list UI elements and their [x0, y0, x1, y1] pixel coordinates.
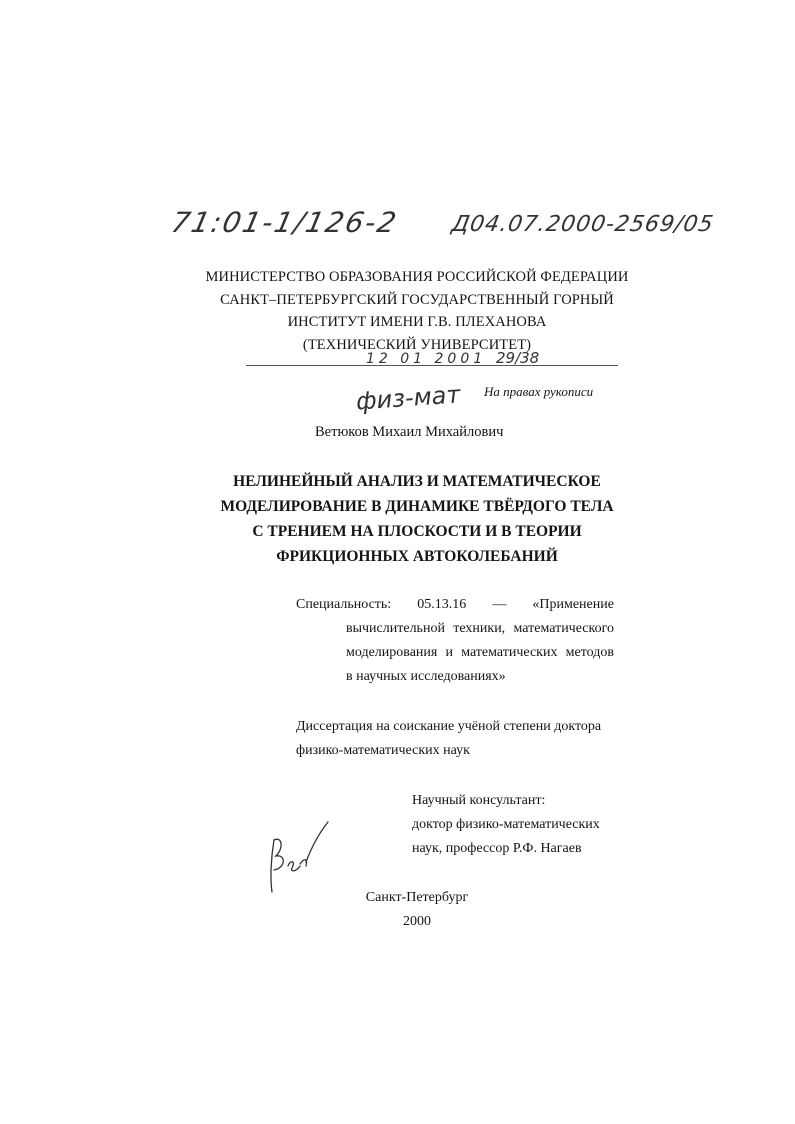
- title-line-1: НЕЛИНЕЙНЫЙ АНАЛИЗ И МАТЕМАТИЧЕСКОЕ: [233, 473, 601, 490]
- catalog-number-stamp: 71:01-1/126-2: [168, 206, 401, 239]
- degree-line-1: Диссертация на соискание учёной степени доктора: [296, 719, 602, 734]
- scientific-consultant: [412, 789, 614, 861]
- publication-year: 2000: [403, 914, 431, 929]
- title-line-4: ФРИКЦИОННЫХ АВТОКОЛЕБАНИЙ: [276, 548, 558, 565]
- ministry-line-2: САНКТ–ПЕТЕРБУРГСКИЙ ГОСУДАРСТВЕННЫЙ ГОРНЫЙ: [220, 291, 614, 308]
- author-name: Ветюков Михаил Михайлович: [315, 424, 504, 440]
- consultant-line-2: наук, профессор Р.Ф. Нагаев: [412, 841, 582, 856]
- degree-line-2: физико-математических наук: [296, 743, 470, 758]
- receipt-date-stamp: 12 01 2001: [366, 351, 487, 367]
- specialty-line-4: в научных исследованиях»: [346, 669, 506, 684]
- specialty-name-start: «Применение: [532, 597, 614, 612]
- specialty-dash: —: [492, 597, 507, 612]
- specialty-label: Специальность:: [296, 597, 392, 612]
- specialty-line-2: вычислительной техники, математического: [346, 621, 614, 636]
- consultant-line-1: доктор физико-математических: [412, 817, 600, 832]
- specialty-block: [296, 593, 614, 689]
- ministry-line-4: (ТЕХНИЧЕСКИЙ УНИВЕРСИТЕТ): [302, 336, 532, 353]
- registration-number-stamp: Д04.07.2000-2569/05: [449, 212, 716, 237]
- ministry-line-3: ИНСТИТУТ ИМЕНИ Г.В. ПЛЕХАНОВА: [287, 314, 547, 330]
- publication-footer: [0, 886, 795, 934]
- title-line-2: МОДЕЛИРОВАНИЕ В ДИНАМИКЕ ТВЁРДОГО ТЕЛА: [220, 498, 614, 515]
- dissertation-title: [0, 469, 795, 569]
- specialty-line-3: моделирования и математических методов: [346, 645, 614, 660]
- specialty-code: 05.13.16: [417, 597, 467, 612]
- consultant-label: Научный консультант:: [412, 793, 546, 808]
- receipt-number-stamp: 29/38: [496, 349, 540, 367]
- degree-statement: [296, 715, 616, 763]
- title-line-3: С ТРЕНИЕМ НА ПЛОСКОСТИ И В ТЕОРИИ: [252, 523, 582, 540]
- handwritten-category-note: физ-мат: [355, 380, 462, 416]
- ministry-header: [0, 266, 795, 356]
- ministry-line-1: МИНИСТЕРСТВО ОБРАЗОВАНИЯ РОССИЙСКОЙ ФЕДЕРАЦИИ: [205, 269, 629, 285]
- publication-city: Санкт-Петербург: [365, 890, 469, 905]
- manuscript-rights-note: На правах рукописи: [484, 384, 594, 399]
